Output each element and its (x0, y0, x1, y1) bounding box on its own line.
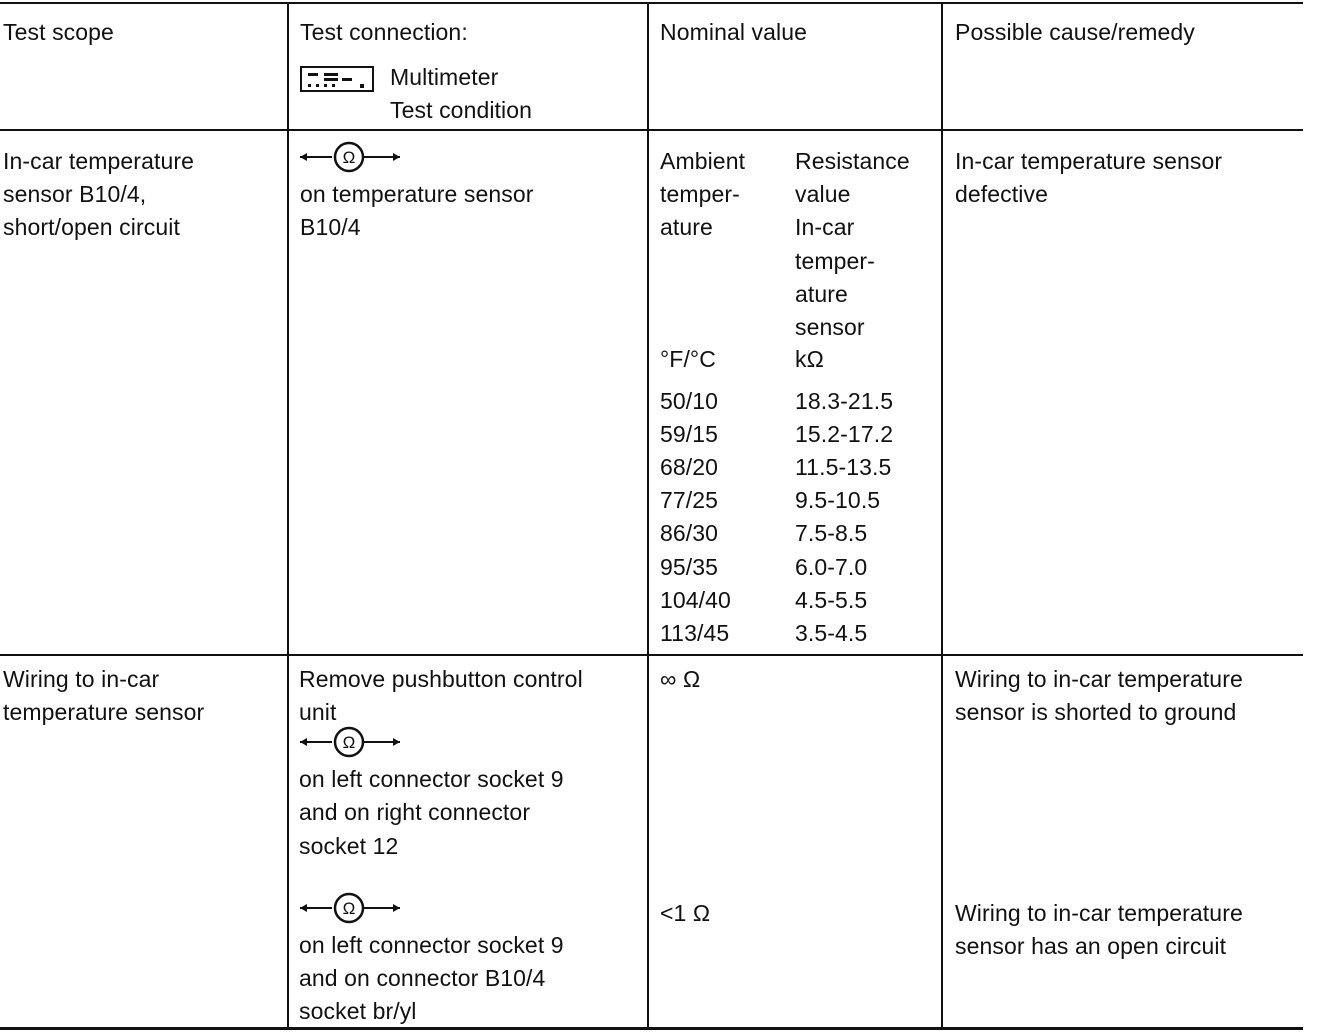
col-ambient-line: ature (660, 214, 713, 240)
row2a-connection-line: on left connector socket 9 (299, 766, 564, 792)
row2a-connection-line: socket 12 (299, 833, 399, 859)
table-res: 4.5-5.5 (795, 587, 868, 613)
table-res: 18.3-21.5 (795, 388, 894, 414)
unit-resistance: kΩ (795, 346, 824, 372)
ohmmeter-icon (298, 140, 402, 174)
row2b-connection-line: and on connector B10/4 (299, 965, 546, 991)
row2b-cause-line: Wiring to in-car temperature (955, 900, 1243, 926)
table-temp: 86/30 (660, 520, 719, 546)
col-divider-1 (287, 2, 289, 1028)
row2-scope-line: Wiring to in-car (3, 666, 160, 692)
svg-text:Ω: Ω (342, 899, 356, 918)
col-ambient-line: Ambient (660, 148, 746, 174)
table-res: 9.5-10.5 (795, 487, 881, 513)
row1-connection-line: B10/4 (300, 214, 361, 240)
header-multimeter: Multimeter (390, 64, 499, 90)
row1-connection-line: on temperature sensor (300, 181, 534, 207)
table-temp: 95/35 (660, 554, 719, 580)
table-res: 7.5-8.5 (795, 520, 868, 546)
row1-scope-line: short/open circuit (3, 214, 180, 240)
row2a-connection-line: and on right connector (299, 799, 531, 825)
col-resistance-line: value (795, 181, 851, 207)
col-resistance-line: sensor (795, 314, 865, 340)
table-temp: 59/15 (660, 421, 719, 447)
row2a-cause-line: Wiring to in-car temperature (955, 666, 1243, 692)
row2b-cause-line: sensor has an open circuit (955, 933, 1227, 959)
header-test-connection: Test connection: (300, 19, 468, 45)
svg-text:Ω: Ω (342, 733, 356, 752)
col-resistance-line: Resistance (795, 148, 910, 174)
table-temp: 68/20 (660, 454, 719, 480)
table-temp: 50/10 (660, 388, 719, 414)
row1-scope-line: In-car temperature (3, 148, 194, 174)
ohmmeter-icon (298, 725, 402, 759)
header-test-scope: Test scope (3, 19, 114, 45)
row2b-nominal: <1 Ω (660, 900, 711, 926)
row2b-connection-line: socket br/yl (299, 998, 417, 1024)
header-nominal-value: Nominal value (660, 19, 808, 45)
row2b-connection-line: on left connector socket 9 (299, 932, 564, 958)
table-temp: 77/25 (660, 487, 719, 513)
col-resistance-line: ature (795, 281, 848, 307)
row2a-cause-line: sensor is shorted to ground (955, 699, 1237, 725)
col-ambient-line: temper- (660, 181, 740, 207)
rule-row1 (0, 654, 1303, 656)
col-resistance-line: temper- (795, 248, 875, 274)
rule-header (0, 129, 1303, 131)
row2-scope-line: temperature sensor (3, 699, 205, 725)
table-res: 6.0-7.0 (795, 554, 868, 580)
row1-cause-line: defective (955, 181, 1048, 207)
table-res: 3.5-4.5 (795, 620, 868, 646)
row2a-instruction-line: Remove pushbutton control (299, 666, 583, 692)
row1-scope-line: sensor B10/4, (3, 181, 147, 207)
table-temp: 113/45 (660, 620, 730, 646)
unit-temperature: °F/°C (660, 346, 716, 372)
row2a-instruction-line: unit (299, 699, 337, 725)
multimeter-icon (300, 66, 374, 92)
header-test-condition: Test condition (390, 97, 533, 123)
table-temp: 104/40 (660, 587, 731, 613)
row2a-nominal: ∞ Ω (660, 666, 701, 692)
row1-cause-line: In-car temperature sensor (955, 148, 1223, 174)
col-resistance-line: In-car (795, 214, 855, 240)
col-divider-2 (647, 2, 649, 1028)
table-res: 11.5-13.5 (795, 454, 892, 480)
rule-bottom (0, 1027, 1303, 1030)
col-divider-3 (941, 2, 943, 1028)
ohmmeter-icon (298, 891, 402, 925)
svg-text:Ω: Ω (342, 148, 356, 167)
table-res: 15.2-17.2 (795, 421, 894, 447)
header-possible-cause: Possible cause/remedy (955, 19, 1195, 45)
rule-top (0, 2, 1303, 4)
